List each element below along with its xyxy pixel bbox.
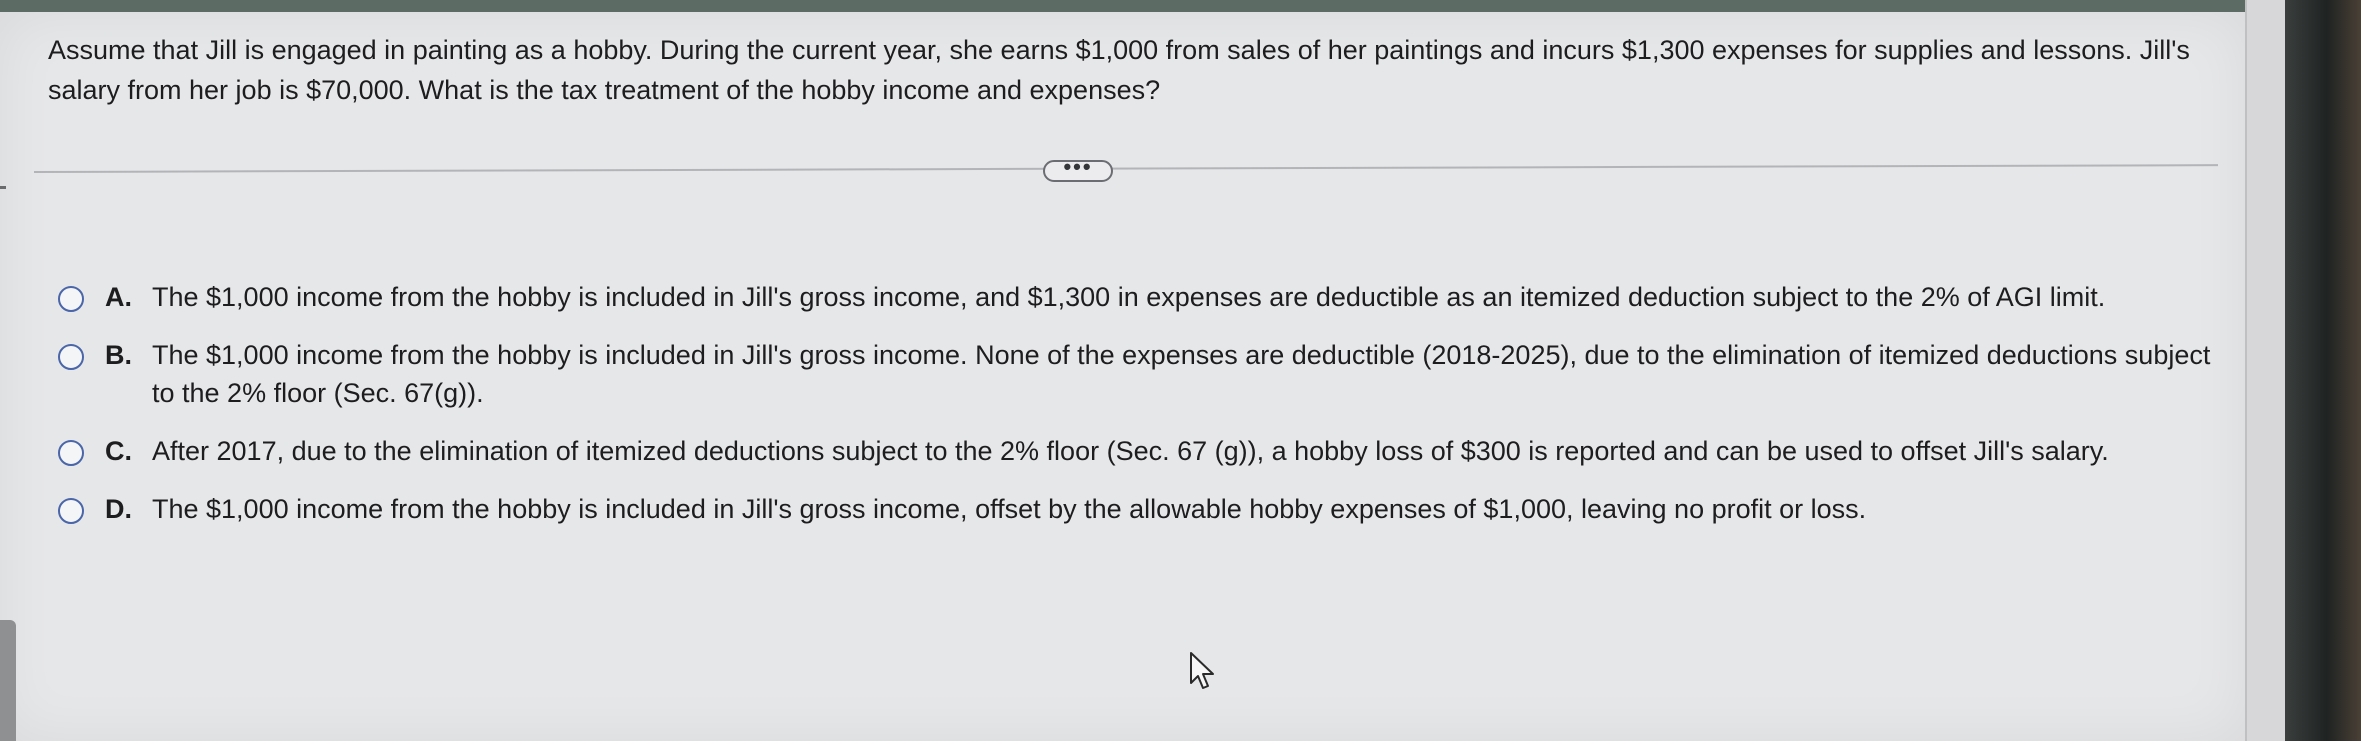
option-d[interactable]	[58, 490, 2218, 528]
expand-more-button[interactable]	[1043, 154, 1113, 182]
right-frame	[2245, 0, 2287, 741]
radio-button-icon[interactable]	[58, 344, 84, 370]
option-text: The $1,000 income from the hobby is included in Jill's gross income, offset by the allowable hobby expenses of $1,000, leaving no profit or loss.	[152, 494, 1867, 524]
option-b[interactable]	[58, 336, 2218, 412]
ellipsis-icon: •••	[1063, 154, 1093, 179]
scrollbar-thumb[interactable]	[0, 620, 16, 741]
radio-button-icon[interactable]	[58, 440, 84, 466]
option-letter: D.	[105, 494, 132, 524]
option-a[interactable]	[58, 278, 2218, 316]
option-text: After 2017, due to the elimination of itemized deductions subject to the 2% floor (Sec. 67 (g)), a hobby loss of $300 is reported and can be used to offset Jill's salary.	[152, 436, 2109, 466]
option-letter: C.	[105, 436, 132, 466]
answer-options	[58, 278, 2218, 528]
radio-button-icon[interactable]	[58, 286, 84, 312]
screen-bezel	[2285, 0, 2361, 741]
left-edge-tick	[0, 186, 6, 189]
radio-button-icon[interactable]	[58, 498, 84, 524]
option-letter: B.	[105, 340, 132, 370]
option-c[interactable]	[58, 432, 2218, 470]
question-text: Assume that Jill is engaged in painting as a hobby. During the current year, she earns $1,000 from sales of her paintings and incurs $1,300 expenses for supplies and lessons. Jill's salary from her job is $70,000. What is the tax treatment of the hobby income and expenses?	[48, 35, 2190, 105]
option-text: The $1,000 income from the hobby is included in Jill's gross income. None of the expenses are deductible (2018-2025), due to the elimination of itemized deductions subject to the 2% floor (Sec. 67(g)).	[152, 340, 2211, 408]
option-text: The $1,000 income from the hobby is included in Jill's gross income, and $1,300 in expenses are deductible as an itemized deduction subject to the 2% of AGI limit.	[152, 282, 2106, 312]
option-letter: A.	[105, 282, 132, 312]
mouse-pointer-icon	[1188, 650, 1216, 692]
